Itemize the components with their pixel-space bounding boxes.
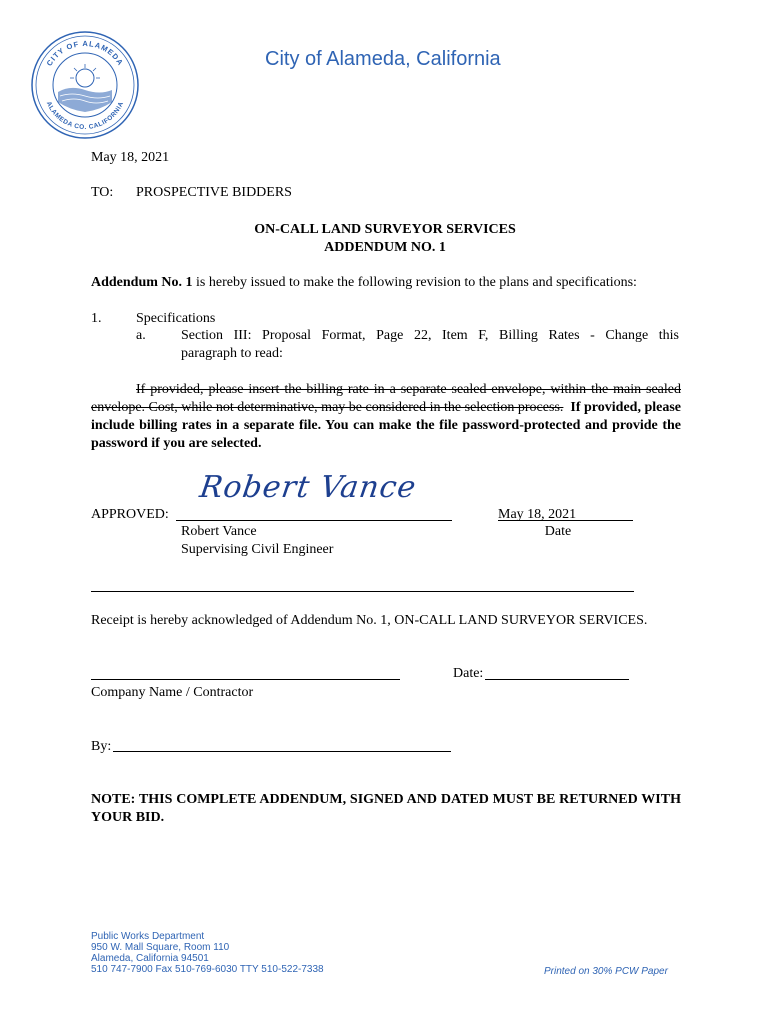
sub-item-text-line2: paragraph to read:: [181, 346, 283, 361]
item-title: Specifications: [136, 311, 216, 326]
city-seal-logo: [30, 30, 140, 140]
receipt-date-label: Date:: [453, 666, 484, 681]
footer-address-line2: Alameda, California 94501: [91, 953, 209, 964]
receipt-date-line[interactable]: [485, 679, 629, 680]
revised-paragraph: [91, 381, 681, 453]
intro-rest: is hereby issued to make the following revision to the plans and specifications:: [192, 275, 637, 290]
approver-title: Supervising Civil Engineer: [181, 542, 334, 557]
approval-date-line: [498, 520, 633, 521]
to-recipient: PROSPECTIVE BIDDERS: [136, 185, 292, 200]
approval-date-label: Date: [544, 524, 572, 539]
item-number: 1.: [91, 311, 102, 326]
receipt-acknowledgement: Receipt is hereby acknowledged of Addendum No. 1, ON-CALL LAND SURVEYOR SERVICES.: [91, 613, 648, 628]
footer-address: [91, 931, 324, 975]
footer-paper-note: Printed on 30% PCW Paper: [544, 966, 668, 977]
company-name-label: Company Name / Contractor: [91, 685, 254, 700]
to-label: TO:: [91, 185, 114, 200]
by-signature-line[interactable]: [113, 751, 451, 752]
subject-title: ON-CALL LAND SURVEYOR SERVICES: [254, 222, 516, 237]
footer-phones: 510 747-7900 Fax 510-769-6030 TTY 510-522-7338: [91, 964, 324, 975]
svg-text:ALAMEDA CO. CALIFORNIA: ALAMEDA CO. CALIFORNIA: [44, 100, 126, 132]
city-title: City of Alameda, California: [265, 48, 501, 70]
approval-date: May 18, 2021: [498, 507, 577, 522]
intro-paragraph: [91, 274, 691, 292]
struck-text: If provided, please insert the billing rate in a separate sealed envelope, within the main sealed envelope. Cost, while not determinative, may be considered in the selection process.: [91, 382, 681, 415]
sub-item-letter: a.: [136, 328, 146, 343]
company-name-line[interactable]: [91, 679, 400, 680]
approved-label: APPROVED:: [91, 507, 169, 522]
approver-name: Robert Vance: [181, 524, 257, 539]
footer-address-line1: 950 W. Mall Square, Room 110: [91, 942, 230, 953]
by-label: By:: [91, 739, 112, 754]
new-text: If provided, please include billing rates in a separate file. You can make the file password-protected and provide the password if you are selected.: [91, 400, 681, 451]
section-divider: [91, 591, 634, 592]
svg-text:CITY OF ALAMEDA: CITY OF ALAMEDA: [44, 38, 126, 68]
letter-date: May 18, 2021: [91, 150, 170, 165]
footer-department: Public Works Department: [91, 931, 205, 942]
addendum-number: ADDENDUM NO. 1: [324, 240, 446, 255]
sub-item-text-line1: Section III: Proposal Format, Page 22, Item F, Billing Rates - Change this: [181, 328, 679, 343]
signature-line: [176, 520, 452, 521]
handwritten-signature: Robert Vance: [197, 470, 419, 505]
intro-bold: Addendum No. 1: [91, 275, 193, 290]
return-note: NOTE: THIS COMPLETE ADDENDUM, SIGNED AND DATED MUST BE RETURNED WITH YOUR BID.: [91, 792, 681, 825]
